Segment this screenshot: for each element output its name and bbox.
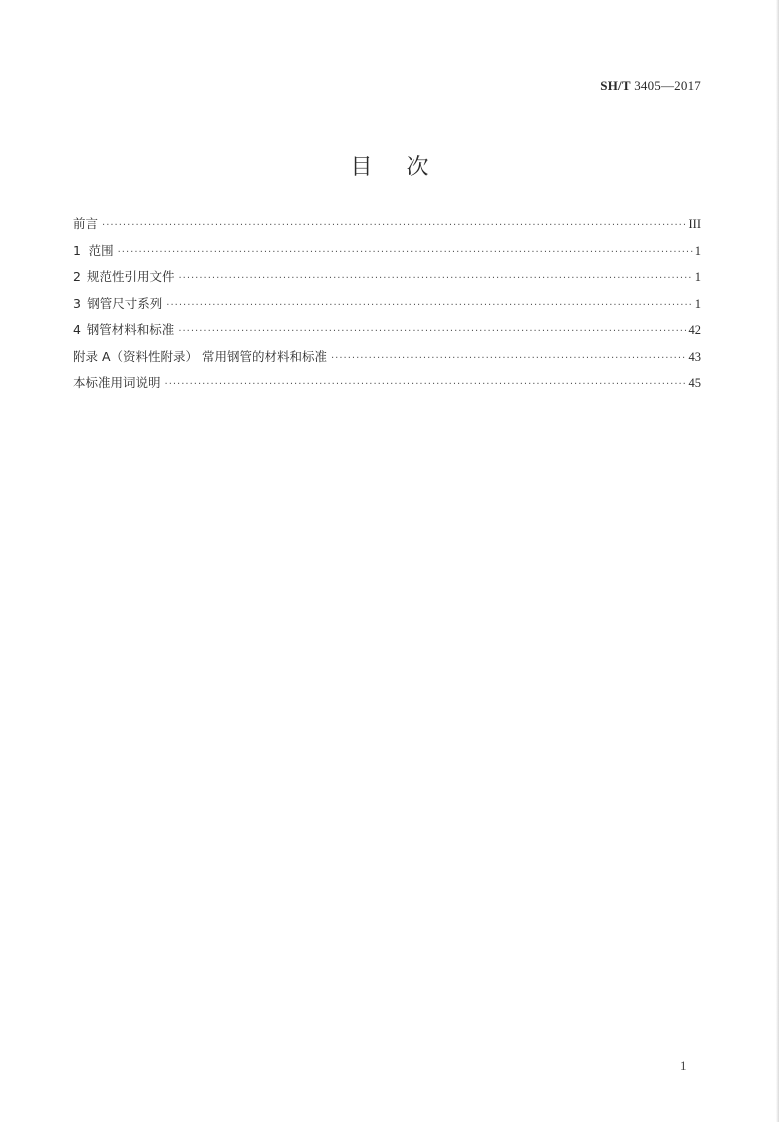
toc-entry-page: 42 xyxy=(688,323,701,337)
toc-entry-page: 45 xyxy=(688,376,701,390)
toc-entry-normative-references[interactable] xyxy=(73,267,701,294)
toc-entry-page: 1 xyxy=(694,270,701,284)
toc-leader-dots xyxy=(165,379,687,390)
toc-entry-foreword[interactable] xyxy=(73,214,701,241)
toc-entry-label: 规范性引用文件 xyxy=(86,269,175,284)
toc-leader-dots xyxy=(178,273,692,284)
toc-entry-scope[interactable] xyxy=(73,241,701,268)
document-id-number: 3405—2017 xyxy=(634,78,701,93)
toc-entry-pipe-materials[interactable] xyxy=(73,320,701,347)
toc-leader-dots xyxy=(166,300,692,311)
toc-entry-page: III xyxy=(688,217,701,231)
toc-entry-page: 1 xyxy=(694,296,701,311)
document-id-prefix: SH/T xyxy=(600,78,631,93)
page-number: 1 xyxy=(680,1058,687,1073)
toc-entry-label: 钢管尺寸系列 xyxy=(87,295,163,311)
toc-title: 目次 xyxy=(350,155,463,180)
toc-entry-label: 前言 xyxy=(73,216,99,231)
toc-entry-wording-explanation[interactable] xyxy=(73,373,701,400)
toc-leader-dots xyxy=(102,220,686,231)
toc-leader-dots xyxy=(178,326,686,337)
toc-entry-label: 附录 A（资料性附录） 常用钢管的材料和标准 xyxy=(73,348,327,364)
toc-leader-dots xyxy=(331,353,687,364)
table-of-contents xyxy=(73,214,701,400)
toc-entry-number: 2 xyxy=(73,269,81,284)
toc-entry-label: 本标准用词说明 xyxy=(73,375,161,390)
toc-entry-label: 范围 xyxy=(88,242,114,258)
toc-entry-number: 3 xyxy=(73,295,81,311)
toc-entry-pipe-size-series[interactable] xyxy=(73,294,701,321)
toc-entry-page: 43 xyxy=(688,349,701,364)
document-id xyxy=(600,78,701,94)
toc-entry-appendix-a[interactable] xyxy=(73,347,701,374)
toc-entry-number: 1 xyxy=(73,242,81,258)
toc-leader-dots xyxy=(118,247,693,258)
toc-entry-page: 1 xyxy=(694,243,701,258)
toc-entry-number: 4 xyxy=(73,322,81,337)
toc-entry-label: 钢管材料和标准 xyxy=(86,322,175,337)
